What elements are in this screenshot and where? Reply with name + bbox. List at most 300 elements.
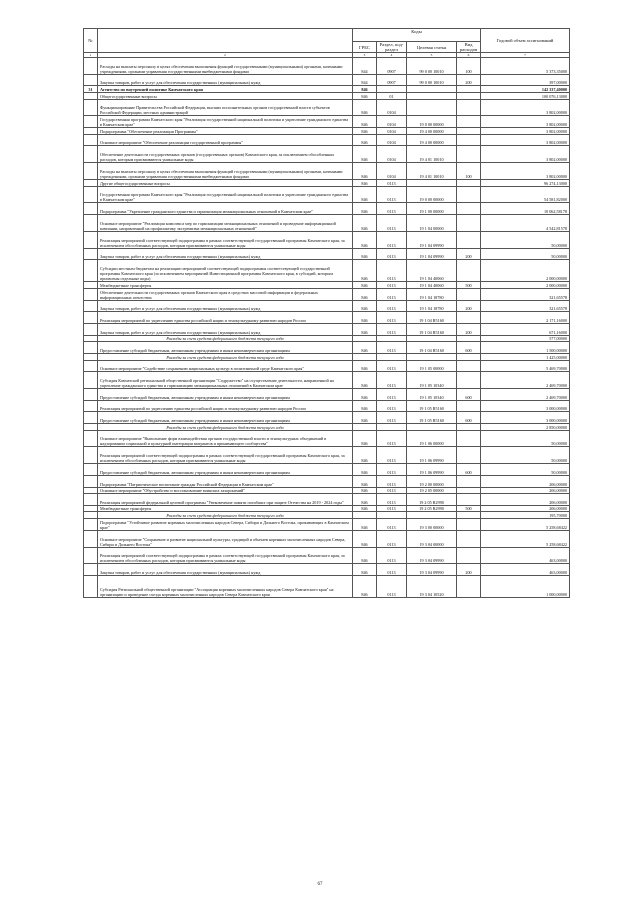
table-row [84,388,570,400]
row-number [84,400,98,412]
row-grbs: 846 [353,215,377,232]
row-grbs: 846 [353,530,377,547]
row-number [84,163,98,180]
row-expense-type [457,447,481,464]
row-amount: 3 802,00000 [481,134,570,146]
codes-header: Коды [353,29,481,42]
row-section [377,335,407,342]
row-number [84,547,98,564]
row-target-article: 19 2 05 R2990 [407,494,457,506]
row-grbs: 846 [353,412,377,424]
row-amount: 4 542,81578 [481,215,570,232]
row-section: 0113 [377,260,407,282]
row-description: Подпрограмма "Обеспечение реализации Программы" [98,128,353,135]
table-row [84,564,570,576]
row-target-article: 19 3 04 09990 [407,547,457,564]
row-amount: 5 373,35000 [481,58,570,75]
row-grbs: 846 [353,180,377,187]
row-expense-type [457,186,481,203]
row-target-article: 19 1 04 R5160 [407,312,457,324]
description-header [98,29,353,53]
row-amount: 3 802,00000 [481,163,570,180]
row-expense-type [457,215,481,232]
row-grbs: 846 [353,372,377,389]
row-description: Предоставление субсидий бюджетным, автономным учреждениям и иным некоммерческим организациям [98,412,353,424]
row-grbs: 844 [353,74,377,86]
row-number [84,312,98,324]
row-number [84,475,98,487]
row-expense-type [457,487,481,494]
row-number [84,128,98,135]
row-section [377,512,407,519]
row-expense-type [457,260,481,282]
row-section: 0113 [377,215,407,232]
table-row [84,576,570,598]
row-amount: 1 500,00000 [481,342,570,354]
row-section: 01 [377,93,407,100]
row-amount: 50,00000 [481,248,570,260]
row-target-article: 19 4 01 10010 [407,146,457,163]
row-description: Расходы за счет средств федерального бюджета текущего года [98,335,353,342]
row-amount: 5 258,68422 [481,519,570,531]
row-grbs: 846 [353,134,377,146]
table-row [84,74,570,86]
row-grbs: 846 [353,464,377,476]
row-target-article: 19 1 05 10340 [407,372,457,389]
row-description: Реализация мероприятий соответствующей подпрограммы в рамках соответствующей государственной программы Камчатского края, за исключением обособленных расходов, которым присваиваются уникальные коды [98,447,353,464]
row-description: Реализация мероприятий соответствующей подпрограммы в рамках соответствующей государственной программы Камчатского края, за исключением обособленных расходов, которым присваиваются уникальные коды [98,547,353,564]
row-number [84,58,98,75]
row-section [377,86,407,93]
row-target-article: 19 1 04 00000 [407,215,457,232]
row-expense-type [457,288,481,300]
row-amount: 5 469,70000 [481,360,570,372]
table-row [84,447,570,464]
row-number [84,335,98,342]
column-number: 4 [377,53,407,58]
row-section: 0113 [377,519,407,531]
row-number [84,519,98,531]
row-description: Закупка товаров, работ и услуг для обеспечения государственных (муниципальных) нужд [98,74,353,86]
row-description: Государственная программа Камчатского края "Реализация государственной национальной политики и укрепление гражданского единства в Камчатском крае" [98,186,353,203]
table-row [84,430,570,447]
row-expense-type [457,353,481,360]
row-expense-type [457,530,481,547]
row-grbs: 846 [353,260,377,282]
row-number [84,430,98,447]
row-amount: 195,70000 [481,512,570,519]
row-section: 0907 [377,58,407,75]
row-number [84,342,98,354]
row-description: Закупка товаров, работ и услуг для обеспечения государственных (муниципальных) нужд [98,564,353,576]
row-amount: 321,65578 [481,288,570,300]
table-row [84,86,570,93]
row-number [84,300,98,312]
row-description: Закупка товаров, работ и услуг для обеспечения государственных (муниципальных) нужд [98,248,353,260]
row-amount: 5 258,68422 [481,530,570,547]
row-number [84,323,98,335]
row-section [377,424,407,431]
row-section: 0113 [377,388,407,400]
budget-table-sheet [83,28,569,598]
row-target-article: 19 1 06 09990 [407,464,457,476]
no-header: № [84,29,98,53]
row-section: 0113 [377,282,407,289]
row-number [84,464,98,476]
row-number [84,388,98,400]
row-grbs: 846 [353,447,377,464]
row-number [84,74,98,86]
row-expense-type [457,400,481,412]
row-section: 0907 [377,74,407,86]
row-amount: 397,00000 [481,74,570,86]
row-grbs [353,353,377,360]
table-row [84,288,570,300]
row-number [84,93,98,100]
row-section: 0113 [377,430,407,447]
row-description: Реализация мероприятий соответствующей подпрограммы в рамках соответствующей государственной программы Камчатского края, за исключением обособленных расходов, которым присваиваются уникальные коды [98,231,353,248]
row-amount: 2 469,70000 [481,372,570,389]
column-number: 5 [407,53,457,58]
row-description: Основное мероприятие "Обеспечение реализации государственной программы" [98,134,353,146]
table-row [84,300,570,312]
row-section: 0113 [377,494,407,506]
table-row [84,464,570,476]
row-section: 0113 [377,360,407,372]
row-expense-type: 200 [457,300,481,312]
row-expense-type: 200 [457,564,481,576]
row-target-article: 19 4 00 00000 [407,134,457,146]
row-target-article [407,86,457,93]
table-row [84,494,570,506]
row-expense-type [457,231,481,248]
row-description: Субсидия Камчатской региональной общественной организации "Содружество" на осуществление деятельности, направленной на укрепление гражданского единства и гармонизацию межнациональных отношений в Камчатском крае [98,372,353,389]
row-target-article: 19 3 00 00000 [407,519,457,531]
row-grbs: 846 [353,282,377,289]
column-number: 3 [353,53,377,58]
row-grbs: 846 [353,99,377,116]
row-target-article: 19 3 04 00000 [407,530,457,547]
row-amount: 54 581,82000 [481,186,570,203]
row-amount: 100 076,13000 [481,93,570,100]
row-target-article: 19 1 04 18780 [407,288,457,300]
table-row [84,412,570,424]
row-amount: 206,00000 [481,494,570,506]
row-description: Основное мероприятие "Сохранение и развитие национальной культуры, традиций и обычаев коренных малочисленных народов Севера, Сибири и Дальнего Востока" [98,530,353,547]
row-number [84,99,98,116]
row-expense-type [457,134,481,146]
row-number [84,512,98,519]
row-grbs: 846 [353,93,377,100]
row-grbs: 844 [353,58,377,75]
row-target-article: 19 1 05 00000 [407,360,457,372]
row-target-article [407,512,457,519]
row-expense-type [457,128,481,135]
row-description: Предоставление субсидий бюджетным, автономным учреждениям и иным некоммерческим организациям [98,388,353,400]
row-target-article: 19 1 05 R5160 [407,400,457,412]
row-description: Подпрограмма "Патриотическое воспитание граждан Российской Федерации в Камчатском крае" [98,475,353,487]
row-expense-type [457,335,481,342]
row-description: Общегосударственные вопросы [98,93,353,100]
row-target-article: 19 1 04 09990 [407,231,457,248]
row-grbs: 846 [353,576,377,598]
row-section: 0113 [377,487,407,494]
row-number [84,353,98,360]
row-target-article: 19 1 06 09990 [407,447,457,464]
row-number [84,288,98,300]
table-row [84,215,570,232]
row-expense-type [457,576,481,598]
row-amount: 321,65578 [481,300,570,312]
row-amount: 3 000,00000 [481,400,570,412]
row-number [84,282,98,289]
row-section: 0113 [377,576,407,598]
row-target-article: 19 1 04 R5160 [407,342,457,354]
table-row [84,282,570,289]
row-amount: 1 000,00000 [481,576,570,598]
row-description: Расходы на выплаты персоналу в целях обеспечения выполнения функций государственными (муниципальными) органами, казенными учреждениями, органами управления государственными внебюджетными фондами [98,58,353,75]
row-expense-type [457,93,481,100]
row-description: Реализация мероприятий федеральной целевой программы "Увековечение памяти погибших при защите Отечества на 2019 - 2024 годы" [98,494,353,506]
row-section [377,353,407,360]
table-row [84,134,570,146]
row-description: Субсидии местным бюджетам на реализацию мероприятий соответствующей подпрограммы соответствующей государственной программы Камчатского края (за исключением мероприятий Инвестиционной программы Камчатского края, в субсидий, которым присвоены отдельные коды) [98,260,353,282]
row-amount: 463,00000 [481,564,570,576]
row-number [84,203,98,215]
vr-header: Вид расходов [457,42,481,53]
row-amount: 142 337,40000 [481,86,570,93]
row-target-article: 19 4 01 10010 [407,163,457,180]
table-row [84,323,570,335]
row-amount: 2 469,70000 [481,388,570,400]
row-description: Предоставление субсидий бюджетным, автономным учреждениям и иным некоммерческим организациям [98,464,353,476]
table-row [84,116,570,128]
row-grbs: 846 [353,475,377,487]
table-row [84,203,570,215]
table-row [84,186,570,203]
row-section: 0104 [377,146,407,163]
row-grbs: 846 [353,86,377,93]
row-target-article: 99 0 00 10010 [407,74,457,86]
row-number [84,505,98,512]
table-row [84,360,570,372]
row-grbs: 846 [353,248,377,260]
row-number [84,134,98,146]
table-row [84,180,570,187]
row-number [84,487,98,494]
row-section: 0104 [377,116,407,128]
table-row [84,353,570,360]
table-row [84,530,570,547]
row-target-article: 19 3 04 10520 [407,576,457,598]
row-number [84,231,98,248]
volume-header: Годовой объем ассигнований [481,29,570,53]
table-row [84,58,570,75]
row-target-article: 19 2 00 00000 [407,475,457,487]
table-row [84,93,570,100]
row-section: 0113 [377,372,407,389]
row-expense-type [457,180,481,187]
row-target-article: 19 4 00 00000 [407,128,457,135]
table-body [84,58,570,598]
row-grbs [353,335,377,342]
row-section: 0113 [377,186,407,203]
row-description: Основное мероприятие "Обустройство и восстановление воинских захоронений" [98,487,353,494]
row-amount: 3 802,00000 [481,99,570,116]
row-expense-type [457,475,481,487]
row-grbs [353,512,377,519]
row-grbs: 846 [353,186,377,203]
table-row [84,146,570,163]
row-description: Агентство по внутренней политике Камчатского края [98,86,353,93]
row-section: 0113 [377,231,407,248]
section-header: Раздел, под-раздел [377,42,407,53]
row-amount: 577,00000 [481,335,570,342]
row-grbs: 846 [353,564,377,576]
row-description: Межбюджетные трансферты [98,505,353,512]
row-target-article: 19 0 00 00000 [407,186,457,203]
table-row [84,128,570,135]
row-target-article [407,99,457,116]
table-row [84,312,570,324]
row-target-article [407,335,457,342]
table-row [84,231,570,248]
row-target-article: 19 3 04 09990 [407,564,457,576]
row-description: Расходы за счет средств федерального бюджета текущего года [98,353,353,360]
row-description: Подпрограмма "Укрепление гражданского единства и гармонизация межнациональных отношений в Камчатском крае" [98,203,353,215]
row-expense-type [457,372,481,389]
page-number: 67 [317,882,323,887]
row-grbs: 846 [353,494,377,506]
row-grbs: 846 [353,430,377,447]
row-expense-type: 100 [457,58,481,75]
row-number [84,116,98,128]
column-number: 1 [84,53,98,58]
row-number [84,447,98,464]
row-expense-type [457,312,481,324]
row-amount: 50,00000 [481,464,570,476]
row-grbs: 846 [353,487,377,494]
row-amount: 50,00000 [481,447,570,464]
row-expense-type [457,116,481,128]
row-expense-type: 600 [457,342,481,354]
row-description: Функционирование Правительства Российской Федерации, высших исполнительных органов государственной власти субъектов Российской Федерации, местных администраций [98,99,353,116]
row-number [84,424,98,431]
table-row [84,400,570,412]
row-amount: 671,16000 [481,323,570,335]
column-number: 6 [457,53,481,58]
row-amount: 2 171,16000 [481,312,570,324]
row-section: 0113 [377,464,407,476]
row-description: Расходы на выплаты персоналу в целях обеспечения выполнения функций государственными (муниципальными) органами, казенными учреждениями, органами управления государственными внебюджетными фондами [98,163,353,180]
row-amount: 463,00000 [481,547,570,564]
row-grbs: 846 [353,388,377,400]
row-description: Обеспечение деятельности государственных органов Камчатского края в средствах массовой информации и федеральных информационных агентствах [98,288,353,300]
row-amount: 2 000,00000 [481,260,570,282]
row-grbs: 846 [353,312,377,324]
table-row [84,372,570,389]
row-target-article: 99 0 00 10010 [407,58,457,75]
row-amount: 206,00000 [481,487,570,494]
row-target-article: 19 1 04 18780 [407,300,457,312]
row-section: 0113 [377,475,407,487]
row-expense-type [457,360,481,372]
table-row [84,512,570,519]
row-expense-type [457,519,481,531]
row-description: Другие общегосударственные вопросы [98,180,353,187]
row-description: Подпрограмма "Устойчивое развитие коренных малочисленных народов Севера, Сибири и Дальнего Востока, проживающих в Камчатском крае" [98,519,353,531]
row-amount: 206,00000 [481,505,570,512]
row-target-article: 19 2 05 00000 [407,487,457,494]
row-target-article: 19 2 05 R2990 [407,505,457,512]
row-amount: 1 425,00000 [481,353,570,360]
row-expense-type: 200 [457,74,481,86]
row-expense-type [457,547,481,564]
row-target-article: 19 1 04 40060 [407,260,457,282]
table-row [84,163,570,180]
row-description: Государственная программа Камчатского края "Реализация государственной национальной политики и укрепление гражданского единства в Камчатском крае" [98,116,353,128]
table-row [84,519,570,531]
row-expense-type: 200 [457,323,481,335]
row-target-article: 19 1 04 40060 [407,282,457,289]
row-number [84,494,98,506]
row-section: 0113 [377,180,407,187]
row-target-article [407,424,457,431]
row-grbs: 846 [353,505,377,512]
row-description: Расходы за счет средств федерального бюджета текущего года [98,512,353,519]
table-row [84,487,570,494]
row-expense-type [457,86,481,93]
table-row [84,547,570,564]
table-row [84,260,570,282]
row-section: 0113 [377,447,407,464]
row-grbs: 846 [353,547,377,564]
row-target-article: 19 1 00 00000 [407,203,457,215]
row-section: 0113 [377,203,407,215]
row-expense-type: 600 [457,412,481,424]
row-grbs: 846 [353,231,377,248]
row-number [84,564,98,576]
row-number [84,248,98,260]
row-section: 0113 [377,300,407,312]
row-description: Обеспечение деятельности государственных органов (государственных органов) Камчатского края, за исключением обособленных расходов, которым присваиваются уникальные коды [98,146,353,163]
row-number [84,146,98,163]
row-expense-type [457,430,481,447]
row-section: 0113 [377,248,407,260]
row-grbs: 846 [353,203,377,215]
row-section: 0113 [377,564,407,576]
row-description: Реализация мероприятий по укреплению единства российской нации и этнокультурному развитию народов России [98,400,353,412]
row-expense-type [457,203,481,215]
table-row [84,342,570,354]
row-section: 0113 [377,400,407,412]
row-section: 0113 [377,312,407,324]
table-row [84,505,570,512]
row-description: Межбюджетные трансферты [98,282,353,289]
row-section: 0113 [377,342,407,354]
row-section: 0104 [377,134,407,146]
row-grbs: 846 [353,288,377,300]
row-target-article: 19 1 04 R5160 [407,323,457,335]
row-grbs: 846 [353,128,377,135]
row-expense-type [457,99,481,116]
row-target-article: 19 0 00 00000 [407,116,457,128]
table-row [84,99,570,116]
row-section: 0113 [377,288,407,300]
row-number [84,576,98,598]
row-expense-type: 600 [457,388,481,400]
column-number: 7 [481,53,570,58]
